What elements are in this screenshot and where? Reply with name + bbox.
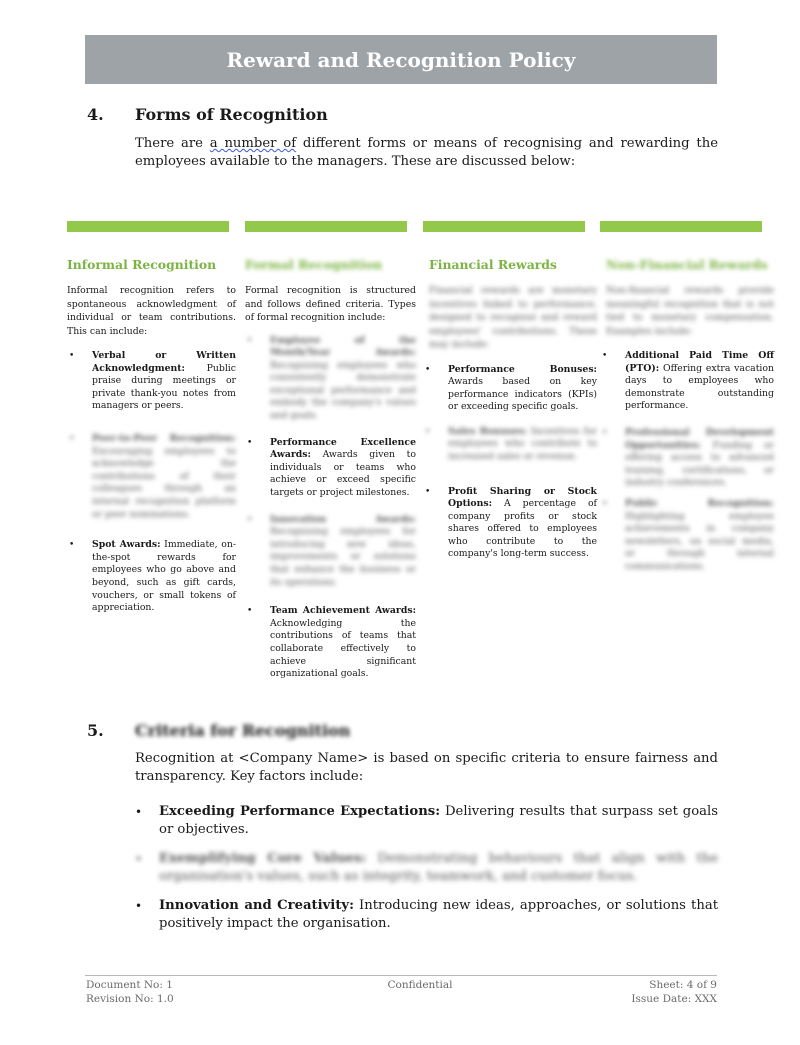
spelling-flag: a number of [209, 136, 297, 151]
bullet-icon: • [69, 351, 75, 361]
section-4-number: 4. [87, 105, 104, 124]
list-item: • Exemplifying Core Values: Demonstrating behaviours that align with the organisation's values, such as integrity, teamwork, and customer focus. [135, 851, 718, 884]
section-5-number: 5. [87, 721, 104, 740]
bullet-icon: • [425, 486, 431, 497]
column-informal-recognition [67, 221, 236, 615]
list-item: • Sales Bonuses: Incentives for employees who contribute to increased sales or revenue. [425, 425, 597, 462]
bullet-icon: • [247, 514, 253, 525]
revision-number: Revision No: 1.0 [86, 993, 174, 1005]
column-list [423, 364, 597, 562]
list-item: • Professional Development Opportunities: Funding or offering access to advanced training, certifications, or industry conferences. [602, 426, 774, 489]
bullet-icon: • [602, 427, 608, 438]
column-list [245, 335, 416, 681]
bullet-icon: • [425, 426, 431, 437]
list-item: • Exceeding Performance Expectations: Delivering results that surpass set goals or objectives. [135, 804, 718, 837]
list-item: • Public Recognition: Highlighting employee achievements in company newsletters, on social media, or through internal communications. [602, 497, 774, 572]
column-list [600, 350, 774, 574]
list-item: • Employee of the Month/Year Awards: Recognising employees who consistently demonstrate exceptional performance and embody the company's values and goals. [247, 334, 416, 422]
column-non-financial-rewards [600, 221, 800, 574]
column-list [67, 350, 236, 615]
column-accent-bar [423, 221, 585, 232]
bullet-icon: • [69, 540, 75, 551]
classification-label: Confidential [387, 979, 453, 991]
column-financial-rewards [423, 221, 597, 561]
bullet-icon: • [135, 805, 143, 819]
column-description: Formal recognition is structured and follows defined criteria. Types of formal recognition include: [245, 285, 416, 323]
list-item: • Verbal or Written Acknowledgment: Public praise during meetings or private thank-you notes from managers or peers. [69, 350, 236, 412]
bullet-icon: • [135, 899, 143, 913]
column-title: Financial Rewards [429, 257, 557, 272]
bullet-icon: • [247, 437, 253, 448]
sheet-number: Sheet: 4 of 9 [649, 979, 717, 991]
section-5-intro: Recognition at <Company Name> is based on specific criteria to ensure fairness and transparency. Key factors include: [135, 751, 718, 784]
section-4-intro: There are a number of different forms or means of recognising and rewarding the employees available to the managers. These are discussed below: [135, 136, 718, 169]
bullet-icon: • [247, 335, 253, 346]
bullet-icon: • [247, 606, 253, 617]
footer-right [560, 978, 717, 1006]
column-formal-recognition [245, 221, 416, 681]
document-title: Reward and Recognition Policy [226, 47, 576, 72]
section-4-title: Forms of Recognition [135, 105, 328, 124]
criteria-list [135, 803, 718, 944]
bullet-icon: • [602, 351, 608, 361]
column-title: Non-Financial Rewards [606, 257, 768, 272]
column-accent-bar [600, 221, 762, 232]
column-description: Financial rewards are monetary incentives linked to performance, designed to recognise and reward employees' contributions. These may include: [429, 285, 597, 350]
document-title-banner [85, 35, 717, 84]
list-item: • Peer-to-Peer Recognition: Encouraging employees to acknowledge the contributions of their colleagues through an internal recognition platform or peer nominations. [69, 432, 236, 520]
column-title: Informal Recognition [67, 257, 217, 272]
list-item: • Innovation Awards: Recognising employees for introducing new ideas, improvements or solutions that enhance the business or its operations. [247, 513, 416, 588]
list-item: • Performance Bonuses: Awards based on key performance indicators (KPIs) or exceeding specific goals. [425, 363, 597, 413]
column-description: Informal recognition refers to spontaneous acknowledgment of individual or team contributions. This can include: [67, 285, 236, 337]
bullet-icon: • [602, 498, 608, 509]
issue-date: Issue Date: XXX [631, 993, 717, 1005]
bullet-icon: • [425, 364, 431, 375]
bullet-icon: • [135, 852, 143, 866]
column-accent-bar [245, 221, 407, 232]
list-item: • Team Achievement Awards: Acknowledging the contributions of teams that collaborate effectively to achieve significant organizational goals. [247, 605, 416, 680]
list-item: • Profit Sharing or Stock Options: A percentage of company profits or stock shares offered to employees who contribute to the company's long-term success. [425, 485, 597, 560]
column-description: Non-financial rewards provide meaningful recognition that is not tied to monetary compensation. Examples include: [606, 285, 774, 337]
section-5-title: Criteria for Recognition [135, 721, 351, 740]
list-item: • Innovation and Creativity: Introducing new ideas, approaches, or solutions that positively impact the organisation. [135, 898, 718, 931]
footer-left [86, 978, 174, 1006]
footer-divider [85, 975, 717, 976]
document-number: Document No: 1 [86, 979, 173, 991]
list-item: • Performance Excellence Awards: Awards given to individuals or teams who achieve or exceed specific targets or project milestones. [247, 436, 416, 499]
column-accent-bar [67, 221, 229, 232]
list-item: • Additional Paid Time Off (PTO): Offering extra vacation days to employees who demonstrate outstanding performance. [602, 350, 774, 412]
bullet-icon: • [69, 433, 75, 444]
list-item: • Spot Awards: Immediate, on-the-spot rewards for employees who go above and beyond, such as gift cards, vouchers, or small tokens of appreciation. [69, 539, 236, 614]
column-title: Formal Recognition [245, 257, 383, 272]
footer-center [340, 978, 500, 992]
